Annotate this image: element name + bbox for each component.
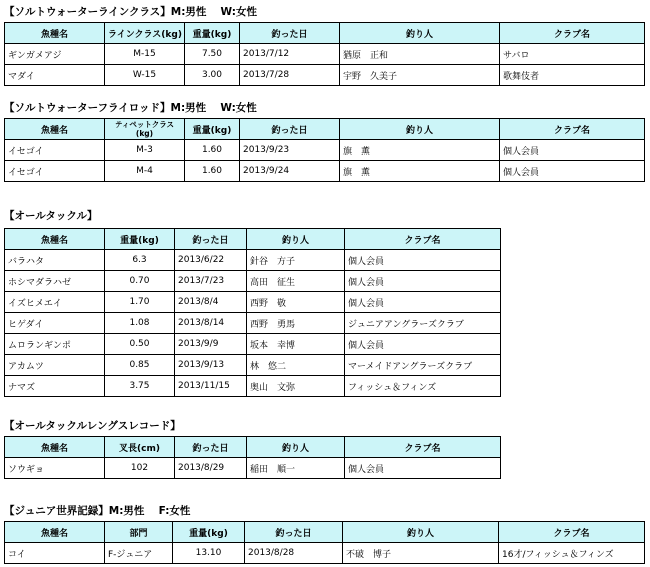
col-header-club: クラブ名	[345, 437, 501, 458]
cell-angler: 宇野 久美子	[340, 65, 500, 86]
cell-date: 2013/9/9	[175, 334, 247, 355]
cell-date: 2013/8/14	[175, 313, 247, 334]
col-header-fork-length: 叉長(cm)	[105, 437, 175, 458]
table-row	[5, 313, 501, 334]
cell-club: フィッシュ＆フィンズ	[345, 376, 501, 397]
table-row	[5, 376, 501, 397]
col-header-species: 魚種名	[5, 522, 105, 543]
saltwater-line-class-table	[4, 22, 645, 86]
cell-species: コイ	[5, 543, 105, 564]
col-header-angler: 釣り人	[247, 437, 345, 458]
cell-weight: 1.60	[185, 140, 240, 161]
cell-species: イセゴイ	[5, 140, 105, 161]
section-title-all-tackle: 【オールタックル】	[4, 210, 98, 222]
col-header-date: 釣った日	[175, 229, 247, 250]
cell-club: 歌舞伎者	[500, 65, 645, 86]
cell-date: 2013/7/28	[240, 65, 340, 86]
table-row	[5, 250, 501, 271]
cell-date: 2013/7/23	[175, 271, 247, 292]
cell-date: 2013/8/28	[245, 543, 343, 564]
cell-club: サバロ	[500, 44, 645, 65]
col-header-club: クラブ名	[499, 522, 645, 543]
junior-world-record-table	[4, 521, 645, 564]
col-header-species: 魚種名	[5, 23, 105, 44]
cell-angler: 旗 薫	[340, 140, 500, 161]
cell-date: 2013/9/24	[240, 161, 340, 182]
col-header-angler: 釣り人	[340, 23, 500, 44]
cell-class: M-15	[105, 44, 185, 65]
cell-weight: 1.08	[105, 313, 175, 334]
cell-species: バラハタ	[5, 250, 105, 271]
cell-angler: 高田 征生	[247, 271, 345, 292]
cell-species: アカムツ	[5, 355, 105, 376]
cell-weight: 13.10	[173, 543, 245, 564]
col-header-angler: 釣り人	[343, 522, 499, 543]
table-row	[5, 458, 501, 479]
cell-weight: 0.85	[105, 355, 175, 376]
cell-angler: 稲田 順一	[247, 458, 345, 479]
cell-club: 個人会員	[500, 161, 645, 182]
col-header-weight: 重量(kg)	[185, 119, 240, 140]
table-row	[5, 65, 645, 86]
table-header-row	[5, 437, 501, 458]
col-header-date: 釣った日	[245, 522, 343, 543]
col-header-angler: 釣り人	[247, 229, 345, 250]
col-header-line-class: ラインクラス(kg)	[105, 23, 185, 44]
cell-date: 2013/8/4	[175, 292, 247, 313]
section-title-saltwater-fly-rod: 【ソルトウォーターフライロッド】M:男性 W:女性	[4, 102, 257, 114]
cell-weight: 3.75	[105, 376, 175, 397]
cell-angler: 西野 勇馬	[247, 313, 345, 334]
table-row	[5, 44, 645, 65]
cell-weight: 6.3	[105, 250, 175, 271]
length-record-table	[4, 436, 501, 479]
cell-species: ナマズ	[5, 376, 105, 397]
cell-club: 個人会員	[345, 334, 501, 355]
table-row	[5, 543, 645, 564]
saltwater-fly-rod-table	[4, 118, 645, 182]
cell-species: イセゴイ	[5, 161, 105, 182]
section-title-length-record: 【オールタックルレングスレコード】	[4, 420, 181, 432]
cell-division: F-ジュニア	[105, 543, 173, 564]
cell-weight: 7.50	[185, 44, 240, 65]
cell-species: ギンガメアジ	[5, 44, 105, 65]
table-header-row	[5, 119, 645, 140]
cell-species: マダイ	[5, 65, 105, 86]
cell-species: イズヒメエイ	[5, 292, 105, 313]
cell-angler: 西野 敬	[247, 292, 345, 313]
cell-date: 2013/11/15	[175, 376, 247, 397]
section-title-junior-world-record: 【ジュニア世界記録】M:男性 F:女性	[4, 505, 191, 517]
cell-angler: 針谷 方子	[247, 250, 345, 271]
cell-club: マーメイドアングラーズクラブ	[345, 355, 501, 376]
col-header-date: 釣った日	[240, 23, 340, 44]
cell-class: M-4	[105, 161, 185, 182]
col-header-division: 部門	[105, 522, 173, 543]
table-header-row	[5, 229, 501, 250]
table-row	[5, 334, 501, 355]
col-header-date: 釣った日	[240, 119, 340, 140]
cell-club: 個人会員	[345, 292, 501, 313]
col-header-club: クラブ名	[500, 23, 645, 44]
col-header-tippet-class: ティペットクラス(kg)	[105, 119, 185, 140]
cell-weight: 0.70	[105, 271, 175, 292]
cell-species: ソウギョ	[5, 458, 105, 479]
cell-angler: 旗 薫	[340, 161, 500, 182]
col-header-weight: 重量(kg)	[173, 522, 245, 543]
col-header-weight: 重量(kg)	[105, 229, 175, 250]
cell-club: 個人会員	[500, 140, 645, 161]
cell-angler: 林 悠二	[247, 355, 345, 376]
cell-date: 2013/9/23	[240, 140, 340, 161]
cell-date: 2013/6/22	[175, 250, 247, 271]
table-header-row	[5, 23, 645, 44]
table-row	[5, 355, 501, 376]
cell-weight: 3.00	[185, 65, 240, 86]
cell-club: 個人会員	[345, 250, 501, 271]
cell-weight: 1.60	[185, 161, 240, 182]
col-header-date: 釣った日	[175, 437, 247, 458]
col-header-species: 魚種名	[5, 229, 105, 250]
col-header-weight: 重量(kg)	[185, 23, 240, 44]
cell-date: 2013/8/29	[175, 458, 247, 479]
cell-club: 16才/フィッシュ＆フィンズ	[499, 543, 645, 564]
cell-weight: 1.70	[105, 292, 175, 313]
cell-angler: 奥山 文弥	[247, 376, 345, 397]
col-header-species: 魚種名	[5, 437, 105, 458]
cell-date: 2013/9/13	[175, 355, 247, 376]
cell-club: ジュニアアングラーズクラブ	[345, 313, 501, 334]
cell-weight: 0.50	[105, 334, 175, 355]
cell-angler: 猶原 正和	[340, 44, 500, 65]
col-header-angler: 釣り人	[340, 119, 500, 140]
cell-length: 102	[105, 458, 175, 479]
cell-angler: 坂本 幸博	[247, 334, 345, 355]
table-row	[5, 161, 645, 182]
table-row	[5, 271, 501, 292]
cell-club: 個人会員	[345, 271, 501, 292]
cell-angler: 不破 博子	[343, 543, 499, 564]
col-header-species: 魚種名	[5, 119, 105, 140]
cell-class: W-15	[105, 65, 185, 86]
col-header-club: クラブ名	[345, 229, 501, 250]
cell-date: 2013/7/12	[240, 44, 340, 65]
cell-species: ホシマダラハゼ	[5, 271, 105, 292]
cell-species: ムロランギンポ	[5, 334, 105, 355]
col-header-club: クラブ名	[500, 119, 645, 140]
table-row	[5, 140, 645, 161]
all-tackle-table	[4, 228, 501, 397]
cell-class: M-3	[105, 140, 185, 161]
table-row	[5, 292, 501, 313]
section-title-saltwater-line-class: 【ソルトウォーターラインクラス】M:男性 W:女性	[4, 6, 258, 18]
cell-species: ヒゲダイ	[5, 313, 105, 334]
table-header-row	[5, 522, 645, 543]
cell-club: 個人会員	[345, 458, 501, 479]
